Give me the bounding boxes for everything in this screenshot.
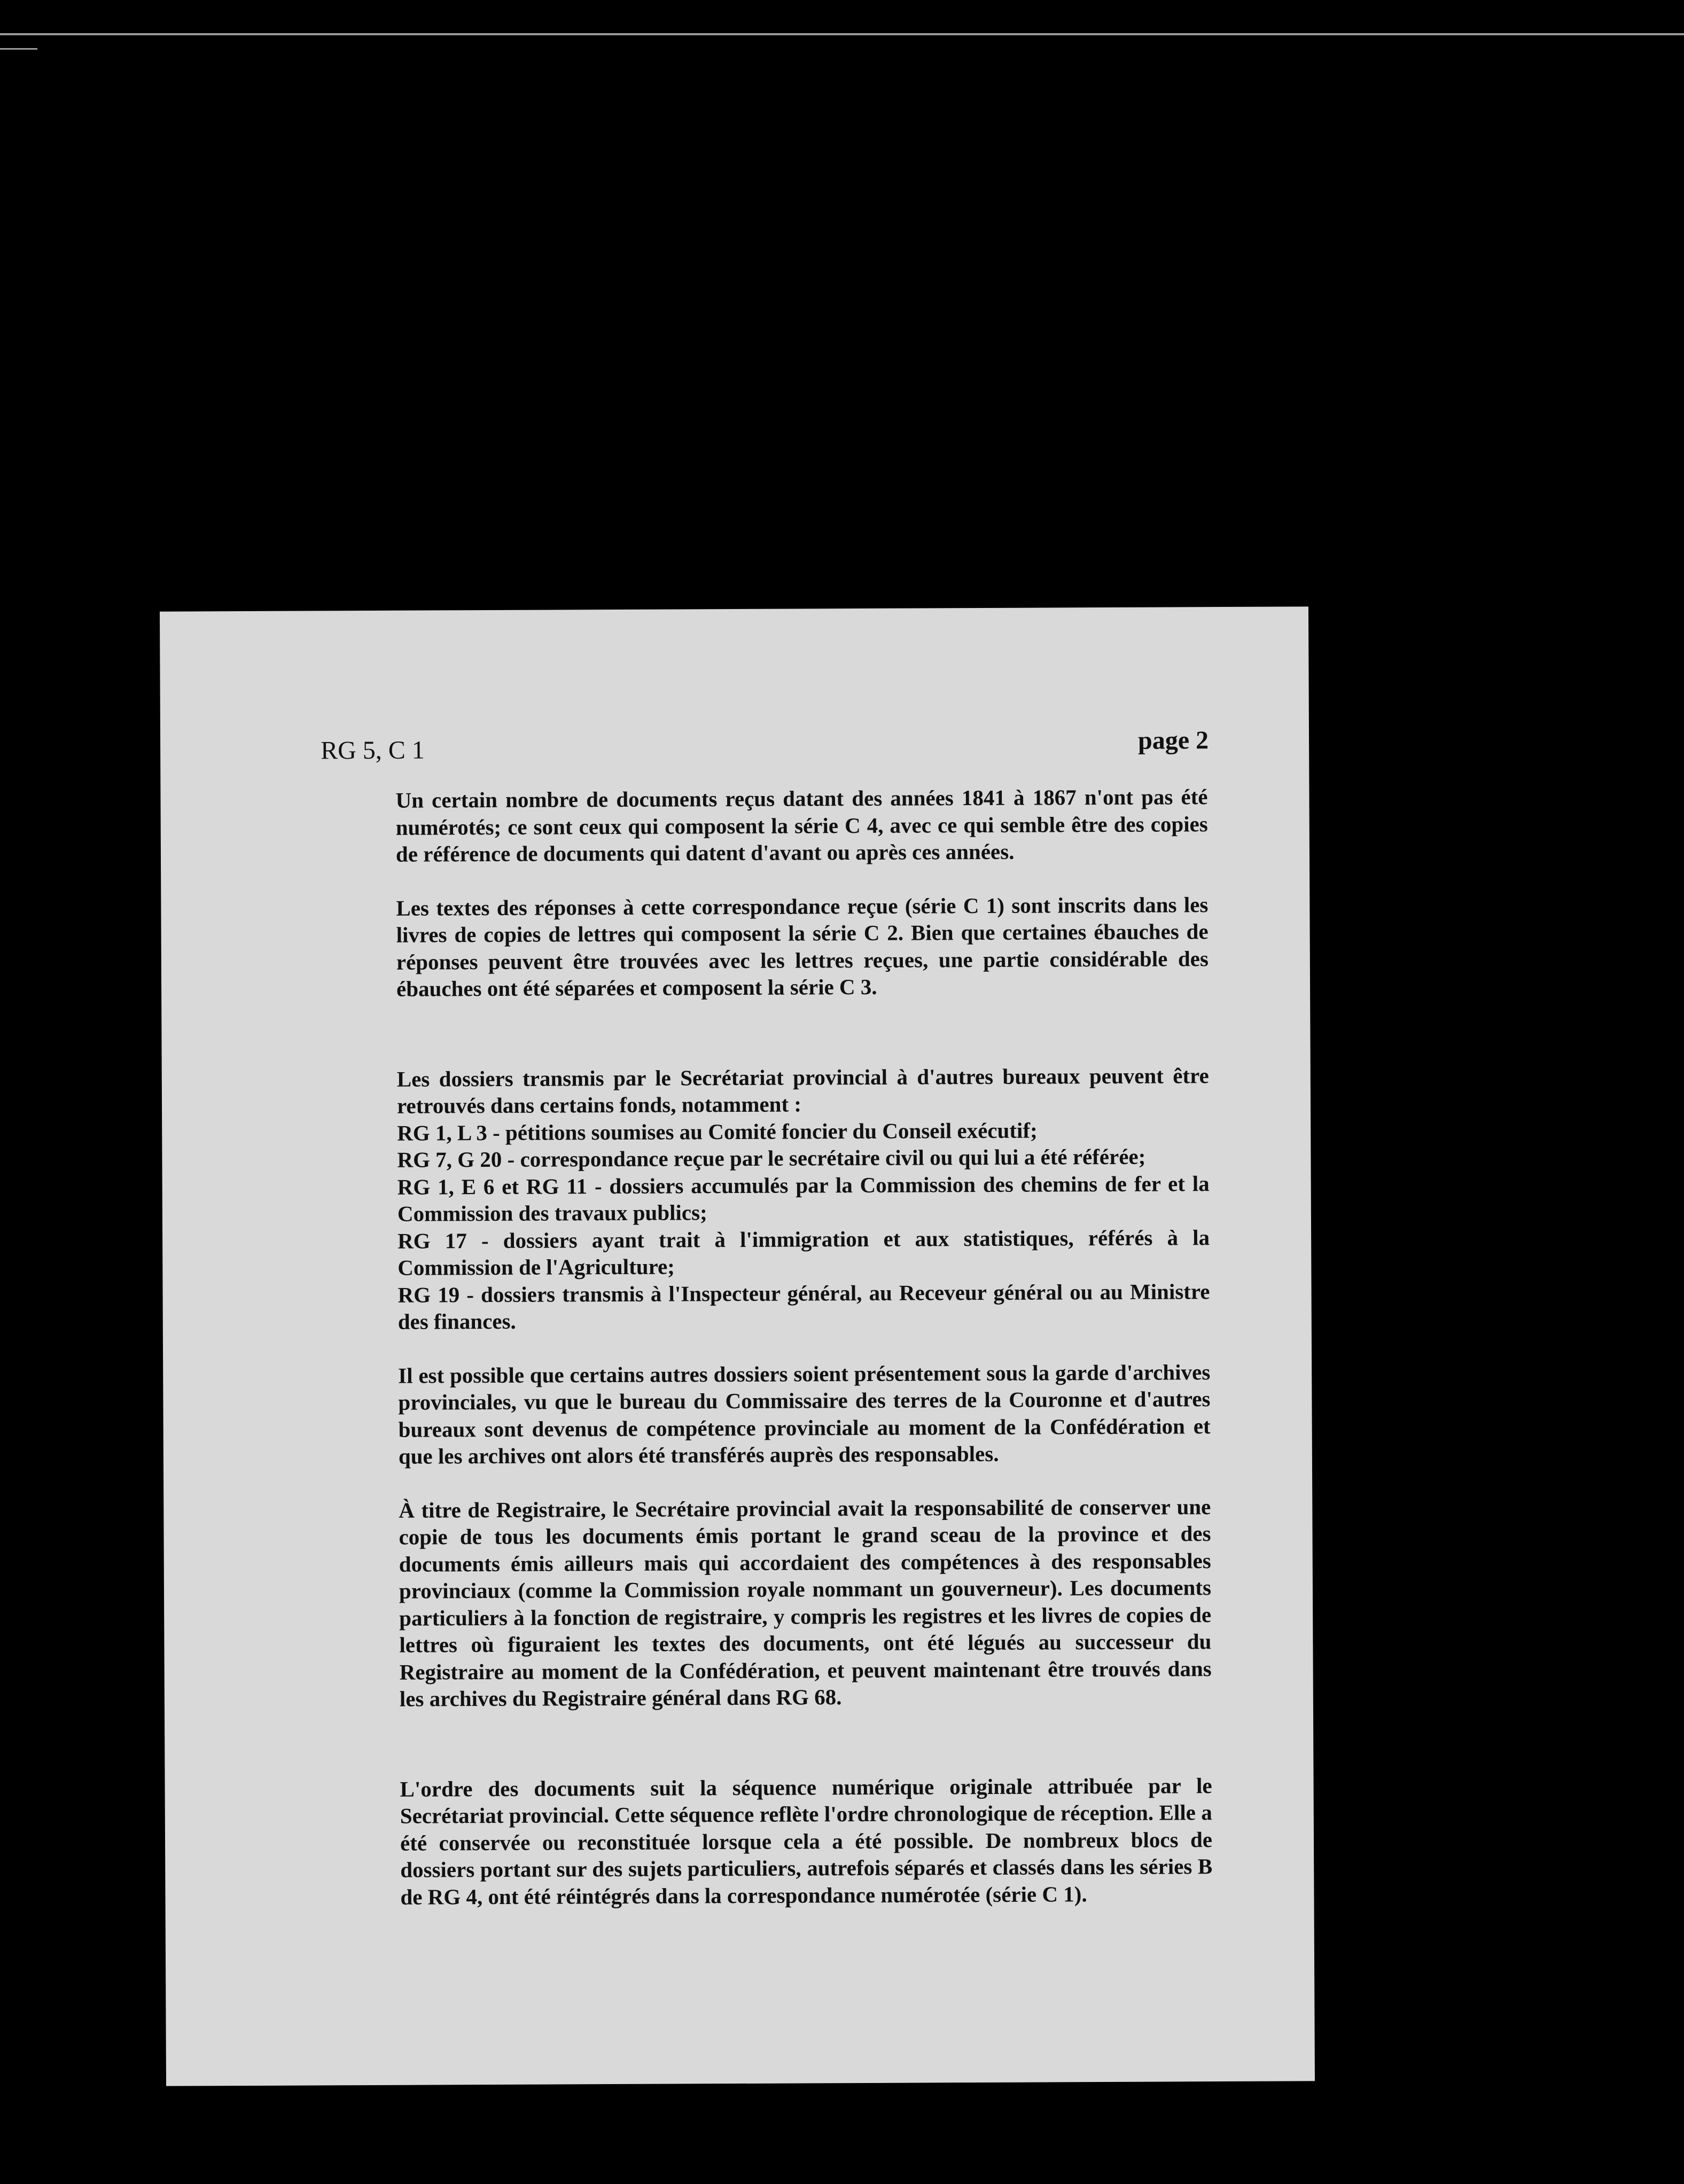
transmitted-lead-bold: Les dossiers transmis — [396, 1065, 604, 1091]
document-page — [160, 606, 1315, 2086]
scan-top-mark — [0, 48, 37, 50]
transmitted-lead — [397, 1063, 1209, 1118]
transmitted-lead-rest: par le Secrétariat provincial à d'autres bureaux peuvent être retrouvés dans certains fonds, notamment : — [396, 1063, 1209, 1118]
list-item: RG 1, L 3 - pétitions soumises au Comité foncier du Conseil exécutif; — [397, 1118, 1038, 1145]
order-lead-bold: L'ordre — [400, 1776, 473, 1801]
document-reference: RG 5, C 1 — [321, 736, 425, 765]
order-lead-rest: des documents suit la séquence numérique originale attribuée par le Secrétariat provincial. Cette séquence reflète l'ordre chronologique de réception. Elle a été conservée ou reconstituée lorsque cela a été possible. De nombreux blocs de dossiers portant sur des sujets particuliers, autrefois séparés et classés dans les séries B de RG 4, ont été réintégrés dans la correspondance numérotée (série C 1). — [400, 1773, 1213, 1909]
transmitted-files-section — [397, 1062, 1210, 1336]
document-body — [395, 783, 1212, 1937]
list-item: RG 17 - dossiers ayant trait à l'immigration et aux statistiques, référés à la Commission de l'Agriculture; — [397, 1224, 1210, 1280]
paragraph-provincial-archives: Il est possible que certains autres dossiers soient présentement sous la garde d'archives provinciales, vu que le bureau du Commissaire des terres de la Couronne et d'autres bureaux sont devenus de compétence provinciale au moment de la Confédération et que les archives ont alors été transférés auprès des responsables. — [398, 1359, 1211, 1469]
paragraph-order — [400, 1772, 1212, 1910]
list-item: RG 1, E 6 et RG 11 - dossiers accumulés par la Commission des chemins de fer et la Commission des travaux publics; — [397, 1171, 1210, 1226]
list-item: RG 7, G 20 - correspondance reçue par le secrétaire civil ou qui lui a été référée; — [397, 1144, 1146, 1172]
list-item: RG 19 - dossiers transmis à l'Inspecteur général, au Receveur général ou au Ministre des finances. — [397, 1278, 1210, 1334]
paragraph-registrar: À titre de Registraire, le Secrétaire provincial avait la responsabilité de conserver une copie de tous les documents émis portant le grand sceau de la province et des documents émis ailleurs mais qui accordaient des compétences à des responsables provinciaux (comme la Commission royale nommant un gouverneur). Les documents particuliers à la fonction de registraire, y compris les registres et les livres de copies de lettres où figuraient les textes des documents, ont été légués au successeur du Registraire au moment de la Confédération, et peuvent maintenant être trouvés dans les archives du Registraire général dans RG 68. — [399, 1494, 1212, 1711]
paragraph-unnumbered-documents: Un certain nombre de documents reçus datant des années 1841 à 1867 n'ont pas été numérotés; ce sont ceux qui composent la série C 4, avec ce qui semble être des copies de référence de documents qui datent d'avant ou après ces années. — [395, 784, 1208, 867]
scan-top-rule — [0, 33, 1684, 35]
paragraph-replies: Les textes des réponses à cette correspondance reçue (série C 1) sont inscrits dans les livres de copies de lettres qui composent la série C 2. Bien que certaines ébauches de réponses peuvent être trouvées avec les lettres reçues, une partie considérable des ébauches ont été séparées et composent la série C 3. — [396, 892, 1209, 1001]
page-header — [321, 726, 1368, 765]
page-number: page 2 — [1137, 726, 1209, 755]
